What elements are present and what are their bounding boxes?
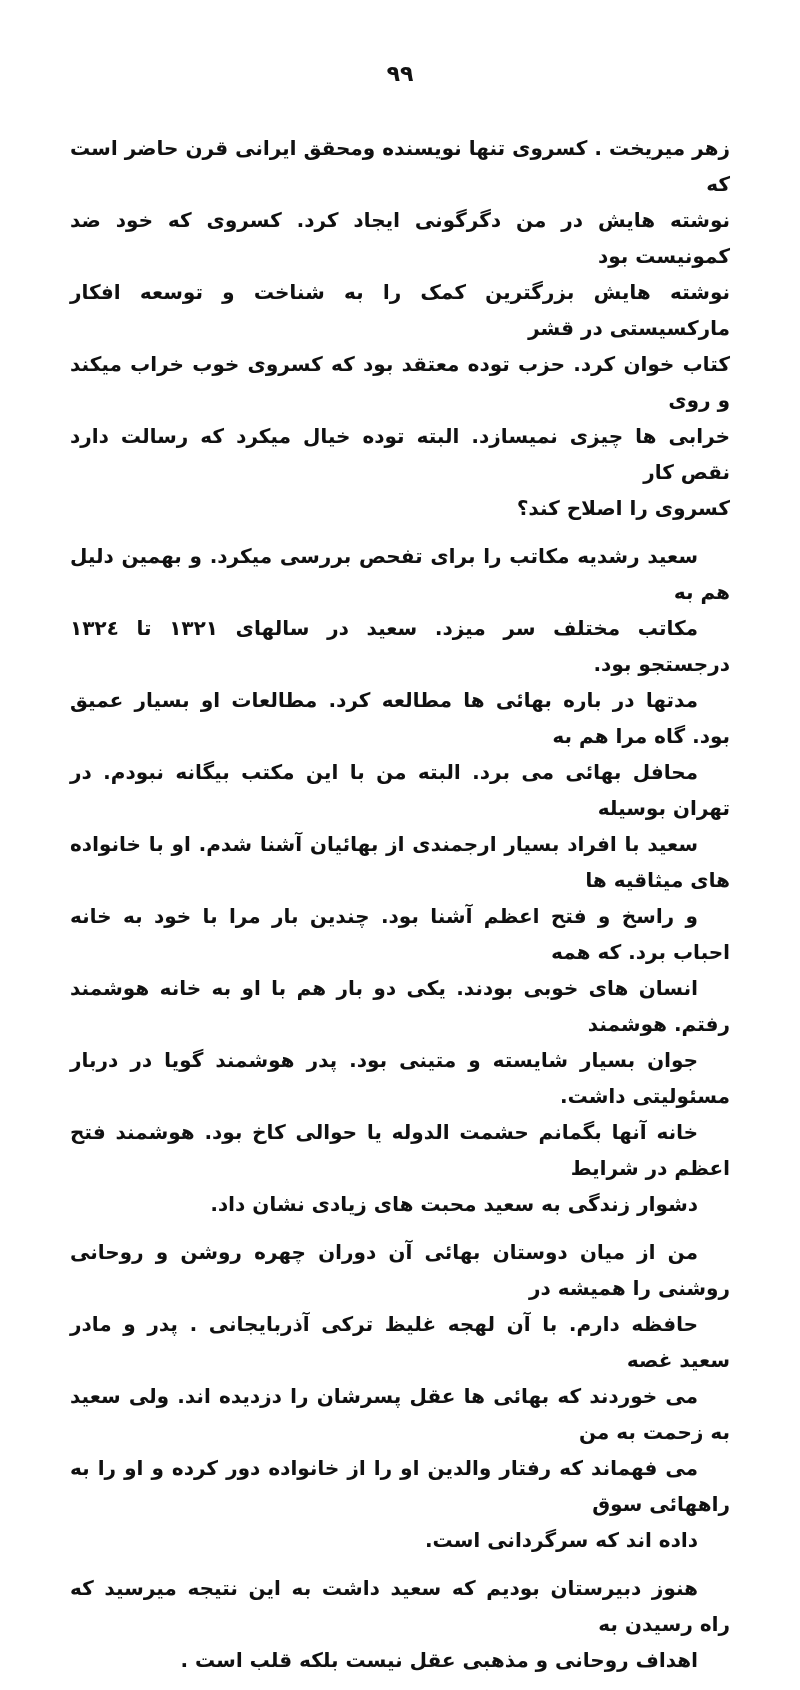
text-line: سعید با افراد بسیار ارجمندی از بهائیان آشنا شدم. او با خانواده های میثاقیه ها: [70, 832, 730, 892]
text-line: دشوار زندگی به سعید محبت های زیادی نشان داد.: [210, 1192, 698, 1216]
text-line: جوان بسیار شایسته و متینی بود. پدر هوشمند گویا در دربار مسئولیتی داشت.: [70, 1048, 730, 1108]
text-line: می فهماند که رفتار والدین او را از خانواده دور کرده و او را به راههائی سوق: [70, 1456, 730, 1516]
text-line: نوشته هایش بزرگترین کمک را به شناخت و توسعه افکار مارکسیستی در قشر: [70, 280, 730, 340]
text-line: سعید رشدیه مکاتب را برای تفحص بررسی میکرد. و بهمین دلیل هم به: [70, 544, 730, 604]
page-number: ۹۹: [386, 62, 414, 87]
text-line: اهداف روحانی و مذهبی عقل نیست بلکه قلب است .: [180, 1648, 698, 1672]
body-text: [70, 130, 730, 1690]
text-line: من از میان دوستان بهائی آن دوران چهره روشن و روحانی روشنی را همیشه در: [70, 1240, 730, 1300]
paragraph-1: [70, 130, 730, 526]
paragraph-4: [70, 1570, 730, 1678]
text-line: و راسخ و فتح اعظم آشنا بود. چندین بار مرا با خود به خانه احباب برد. که همه: [70, 904, 730, 964]
text-line: خانه آنها بگمانم حشمت الدوله یا حوالی کاخ بود. هوشمند فتح اعظم در شرایط: [70, 1120, 730, 1180]
text-line: خرابی ها چیزی نمیسازد. البته توده خیال میکرد که رسالت دارد نقص کار: [70, 424, 730, 484]
text-line: نوشته هایش در من دگرگونی ایجاد کرد. کسروی که خود ضد کمونیست بود: [70, 208, 730, 268]
text-line: کتاب خوان کرد. حزب توده معتقد بود که کسروی خوب خراب میکند و روی: [70, 352, 730, 412]
text-line: انسان های خوبی بودند. یکی دو بار هم با او به خانه هوشمند رفتم. هوشمند: [70, 976, 730, 1036]
text-line: هنوز دبیرستان بودیم که سعید داشت به این نتیجه میرسید که راه رسیدن به: [70, 1576, 730, 1636]
text-line: مدتها در باره بهائی ها مطالعه کرد. مطالعات او بسیار عمیق بود. گاه مرا هم به: [70, 688, 730, 748]
text-line: کسروی را اصلاح کند؟: [516, 496, 730, 520]
text-line: زهر میریخت . کسروی تنها نویسنده ومحقق ایرانی قرن حاضر است که: [70, 136, 730, 196]
text-line: مکاتب مختلف سر میزد. سعید در سالهای ۱۳۲۱ تا ۱۳۲٤ درجستجو بود.: [70, 616, 730, 676]
text-line: داده اند که سرگردانی است.: [424, 1528, 698, 1552]
text-line: حافظه دارم. با آن لهجه غلیظ ترکی آذربایجانی . پدر و مادر سعید غصه: [70, 1312, 730, 1372]
paragraph-2: [70, 538, 730, 1222]
paragraph-3: [70, 1234, 730, 1558]
text-line: می خوردند که بهائی ها عقل پسرشان را دزدیده اند. ولی سعید به زحمت به من: [70, 1384, 730, 1444]
text-line: محافل بهائی می برد. البته من با این مکتب بیگانه نبودم. در تهران بوسیله: [70, 760, 730, 820]
